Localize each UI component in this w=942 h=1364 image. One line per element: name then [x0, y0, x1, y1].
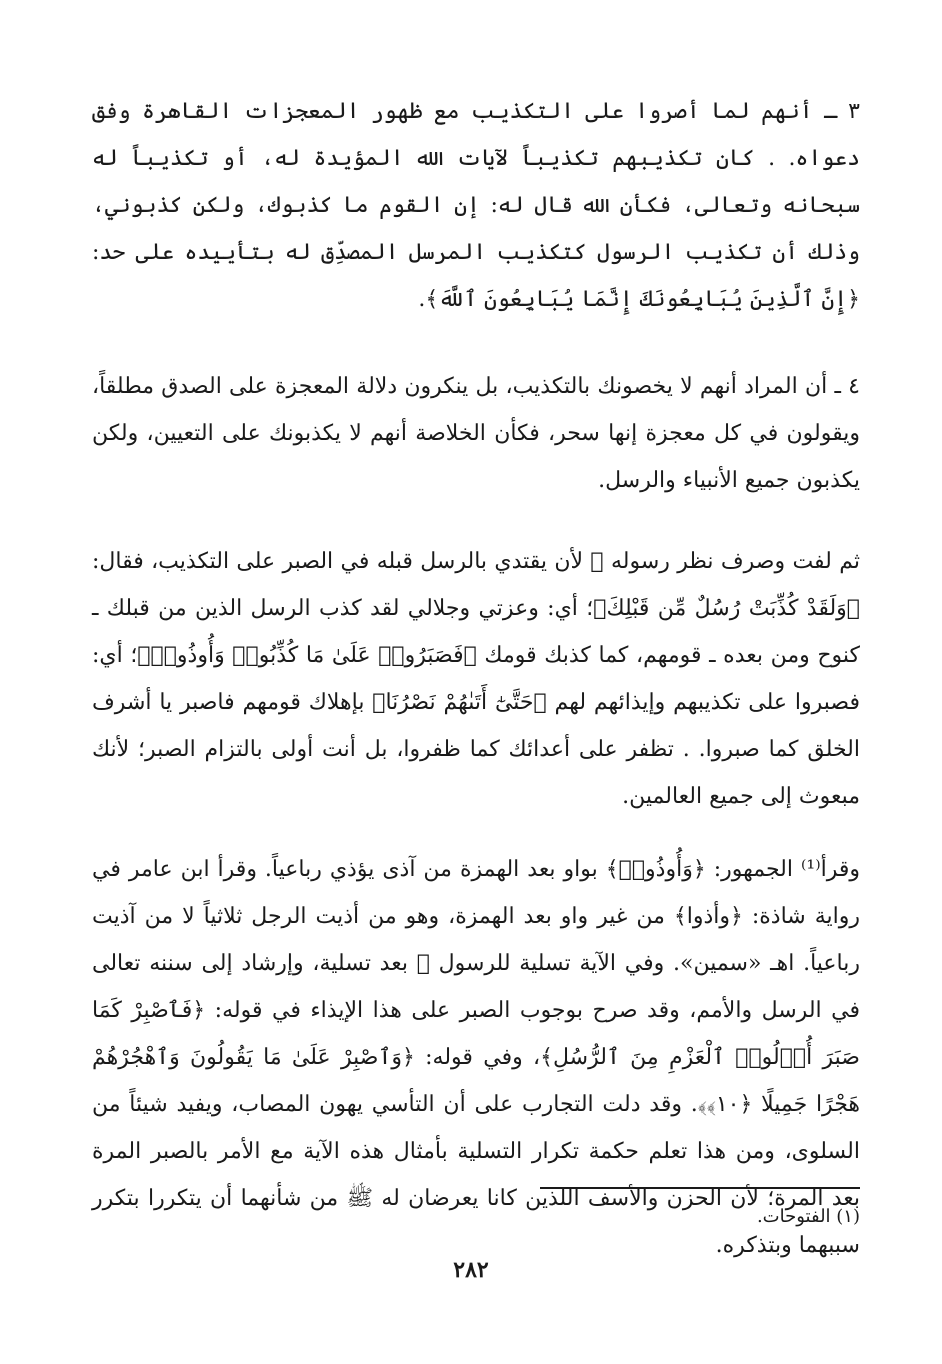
footnote-divider: [540, 1187, 860, 1189]
paragraph-consolation: ثم لفت وصرف نظر رسوله ﷺ لأن يقتدي بالرسل قبله في الصبر على التكذيب، فقال: ﴿وَلَقَدْ كُذِّبَتْ رُسُلٌ مِّن قَبْلِكَ﴾؛ أي: وعزتي وجلالي لقد كذب الرسل الذين من قبلك ـ كنوح ومن بعده ـ قومهم، كما كذبك قومك ﴿فَصَبَرُوا۟ عَلَىٰ مَا كُذِّبُوا۟ وَأُوذُوا۟﴾؛ أي: فصبروا على تكذيبهم وإيذائهم لهم ﴿حَتَّىٰٓ أَتَىٰهُمْ نَصْرُنَا﴾ بإهلاك قومهم فاصبر يا أشرف الخلق كما صبروا. . تظفر على أعدائك كما ظفروا، بل أنت أولى بالتزام الصبر؛ لأنك مبعوث إلى جميع العالمين.: [92, 549, 860, 809]
paragraph-point-3: ٣ ـ أنهم لما أصروا على التكذيب مع ظهور المعجزات القاهرة وفق دعواه. . كان تكذيبهم تكذيباً لآيات الله المؤيدة له، أو تكذيباً له سبحانه وتعالى، فكأن الله قال له: إن القوم ما كذبوك، ولكن كذبوني، وذلك أن تكذيب الرسول كتكذيب المرسل المصدِّق له بتأييده على حد: ﴿إِنَّ ٱلَّذِينَ يُبَايِعُونَكَ إِنَّمَا يُبَايِعُونَ ٱللَّهَ﴾.: [92, 99, 860, 312]
page-number: ٢٨٢: [453, 1257, 489, 1283]
paragraph-point-4: ٤ ـ أن المراد أنهم لا يخصونك بالتكذيب، بل ينكرون دلالة المعجزة على الصدق مطلقاً، ويقولون في كل معجزة إنها سحر، فكأن الخلاصة أنهم لا يكذبونك على التعيين، ولكن يكذبون جميع الأنبياء والرسل.: [92, 374, 860, 493]
footnote: (١) الفتوحات.: [756, 1206, 860, 1227]
paragraph-readings: وقرأ⁽¹⁾ الجمهور: ﴿وَأُوذُوا۟﴾ بواو بعد الهمزة من آذى يؤذي رباعياً. وقرأ ابن عامر في رواية شاذة: ﴿وأذوا﴾ من غير واو بعد الهمزة، وهو من أذيت الرجل ثلاثياً لا من آذيت رباعياً. اهـ «سمين». وفي الآية تسلية للرسول ﷺ بعد تسلية، وإرشاد إلى سننه تعالى في الرسل والأمم، وقد صرح بوجوب الصبر على هذا الإيذاء في قوله: ﴿فَٱصْبِرْ كَمَا صَبَرَ أُو۟لُوا۟ ٱلْعَزْمِ مِنَ ٱلرُّسُلِ﴾، وفي قوله: ﴿وَٱصْبِرْ عَلَىٰ مَا يَقُولُونَ وَٱهْجُرْهُمْ هَجْرًا جَمِيلًا ﴿١٠﴾﴾. وقد دلت التجارب على أن التأسي يهون المصاب، ويفيد شيئاً من السلوى، ومن هذا تعلم حكمة تكرار التسلية بأمثال هذه الآية مع الأمر بالصبر المرة بعد المرة؛ لأن الحزن والأسف اللذين كانا يعرضان له ﷺ من شأنهما أن يتكررا بتكرر سببهما وبتذكره.: [92, 857, 861, 1258]
main-text: [92, 88, 860, 1269]
